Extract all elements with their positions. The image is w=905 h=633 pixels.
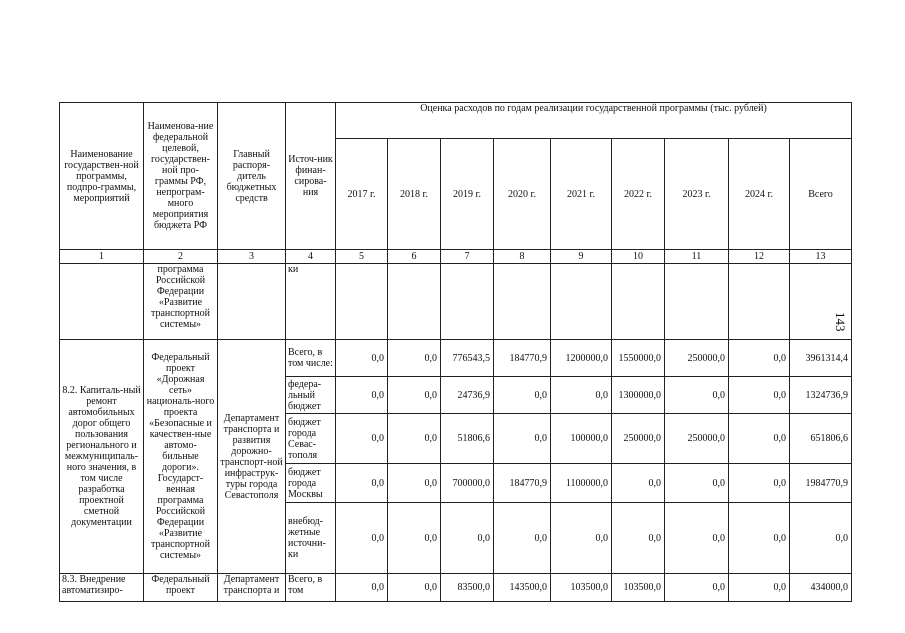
cell-value: 0,0 — [665, 574, 729, 602]
table-row — [60, 264, 852, 340]
cell-value: 0,0 — [729, 574, 790, 602]
col-number: 4 — [286, 250, 336, 264]
col-number: 5 — [336, 250, 388, 264]
cell-total: 1984770,9 — [790, 464, 852, 503]
cell-source: Всего, в том числе: — [286, 340, 336, 377]
col-number: 7 — [441, 250, 494, 264]
cell-value: 0,0 — [612, 503, 665, 574]
header-year-2019: 2019 г. — [441, 139, 494, 250]
cell-manager-8-2: Департамент транспорта и развития дорожно-транспорт-ной инфраструк-туры города Севастополя — [218, 340, 286, 574]
cell-source-continuation: ки — [286, 264, 336, 340]
cell-measure-8-2: 8.2. Капиталь-ный ремонт автомобильных дорог общего пользования регионального и межмуниципаль-ного значения, в том числе разработка проектной сметной документации — [60, 340, 144, 574]
cell-value: 1300000,0 — [612, 377, 665, 414]
cell-program-continuation: программа Российской Федерации «Развитие транспортной системы» — [144, 264, 218, 340]
col-number: 6 — [388, 250, 441, 264]
cell-value: 1100000,0 — [551, 464, 612, 503]
cell-empty — [60, 264, 144, 340]
cell-value: 0,0 — [494, 503, 551, 574]
header-year-2017: 2017 г. — [336, 139, 388, 250]
cell-total: 0,0 — [790, 503, 852, 574]
header-program-name: Наименование государствен-ной программы, подпро-граммы, мероприятий — [60, 103, 144, 250]
cell-value: 1550000,0 — [612, 340, 665, 377]
col-number: 10 — [612, 250, 665, 264]
cell-value: 0,0 — [336, 574, 388, 602]
cell-total: 1324736,9 — [790, 377, 852, 414]
col-number: 11 — [665, 250, 729, 264]
cell-value: 0,0 — [665, 464, 729, 503]
header-expense-estimate: Оценка расходов по годам реализации государственной программы (тыс. рублей) — [336, 103, 852, 139]
table-row — [60, 574, 852, 602]
cell-value: 0,0 — [665, 503, 729, 574]
header-year-2021: 2021 г. — [551, 139, 612, 250]
cell-value: 0,0 — [612, 464, 665, 503]
cell-value: 0,0 — [336, 340, 388, 377]
cell-value: 0,0 — [551, 503, 612, 574]
cell-measure-8-3: 8.3. Внедрение автоматизиро- — [60, 574, 144, 602]
cell-value: 0,0 — [388, 464, 441, 503]
cell-value: 143500,0 — [494, 574, 551, 602]
cell-value: 0,0 — [388, 340, 441, 377]
cell-value: 51806,6 — [441, 414, 494, 464]
cell-manager-8-3: Департамент транспорта и — [218, 574, 286, 602]
cell-value: 184770,9 — [494, 464, 551, 503]
col-number: 12 — [729, 250, 790, 264]
cell-value: 0,0 — [729, 340, 790, 377]
cell-federal-project-8-3: Федеральный проект — [144, 574, 218, 602]
cell-value: 0,0 — [665, 377, 729, 414]
header-year-2022: 2022 г. — [612, 139, 665, 250]
header-main-manager: Главный распоря-дитель бюджетных средств — [218, 103, 286, 250]
cell-value: 83500,0 — [441, 574, 494, 602]
header-federal-program: Наименова-ние федеральной целевой, государствен-ной про-граммы РФ, непрограм-много мероприятия бюджета РФ — [144, 103, 218, 250]
page-number: 143 — [833, 312, 848, 332]
col-number: 13 — [790, 250, 852, 264]
cell-source: федера-льный бюджет — [286, 377, 336, 414]
cell-value: 0,0 — [388, 574, 441, 602]
cell-value: 0,0 — [388, 503, 441, 574]
cell-empty — [218, 264, 286, 340]
cell-total: 3961314,4 — [790, 340, 852, 377]
cell-value: 700000,0 — [441, 464, 494, 503]
cell-value: 0,0 — [441, 503, 494, 574]
cell-source: внебюд-жетные источни-ки — [286, 503, 336, 574]
cell-source: Всего, в том — [286, 574, 336, 602]
cell-value: 0,0 — [336, 503, 388, 574]
cell-value: 0,0 — [388, 414, 441, 464]
cell-value: 0,0 — [729, 464, 790, 503]
cell-value: 0,0 — [729, 414, 790, 464]
cell-total: 434000,0 — [790, 574, 852, 602]
cell-value: 103500,0 — [612, 574, 665, 602]
cell-value: 0,0 — [494, 377, 551, 414]
header-funding-source: Источ-ник финан-сирова-ния — [286, 103, 336, 250]
cell-federal-project-8-2: Федеральный проект «Дорожная сеть» националь-ного проекта «Безопасные и качествен-ные автомо-бильные дороги». Государст-венная программа Российской Федерации «Развитие транспортной системы» — [144, 340, 218, 574]
header-year-2023: 2023 г. — [665, 139, 729, 250]
cell-value: 0,0 — [729, 377, 790, 414]
table-row — [60, 340, 852, 377]
cell-value: 250000,0 — [665, 340, 729, 377]
col-number: 2 — [144, 250, 218, 264]
cell-value: 184770,9 — [494, 340, 551, 377]
cell-value: 1200000,0 — [551, 340, 612, 377]
cell-total: 651806,6 — [790, 414, 852, 464]
cell-value: 103500,0 — [551, 574, 612, 602]
cell-value: 100000,0 — [551, 414, 612, 464]
header-total: Всего — [790, 139, 852, 250]
col-number: 8 — [494, 250, 551, 264]
cell-value: 0,0 — [551, 377, 612, 414]
header-year-2024: 2024 г. — [729, 139, 790, 250]
cell-value: 0,0 — [336, 464, 388, 503]
header-year-2018: 2018 г. — [388, 139, 441, 250]
cell-value: 250000,0 — [665, 414, 729, 464]
cell-source: бюджет города Севас-тополя — [286, 414, 336, 464]
header-year-2020: 2020 г. — [494, 139, 551, 250]
cell-value: 0,0 — [729, 503, 790, 574]
cell-source: бюджет города Москвы — [286, 464, 336, 503]
cell-value: 250000,0 — [612, 414, 665, 464]
cell-value: 0,0 — [336, 377, 388, 414]
col-number: 3 — [218, 250, 286, 264]
col-number: 1 — [60, 250, 144, 264]
cell-value: 0,0 — [494, 414, 551, 464]
budget-table — [59, 102, 852, 602]
cell-value: 776543,5 — [441, 340, 494, 377]
col-number: 9 — [551, 250, 612, 264]
cell-value: 24736,9 — [441, 377, 494, 414]
cell-value: 0,0 — [336, 414, 388, 464]
cell-value: 0,0 — [388, 377, 441, 414]
